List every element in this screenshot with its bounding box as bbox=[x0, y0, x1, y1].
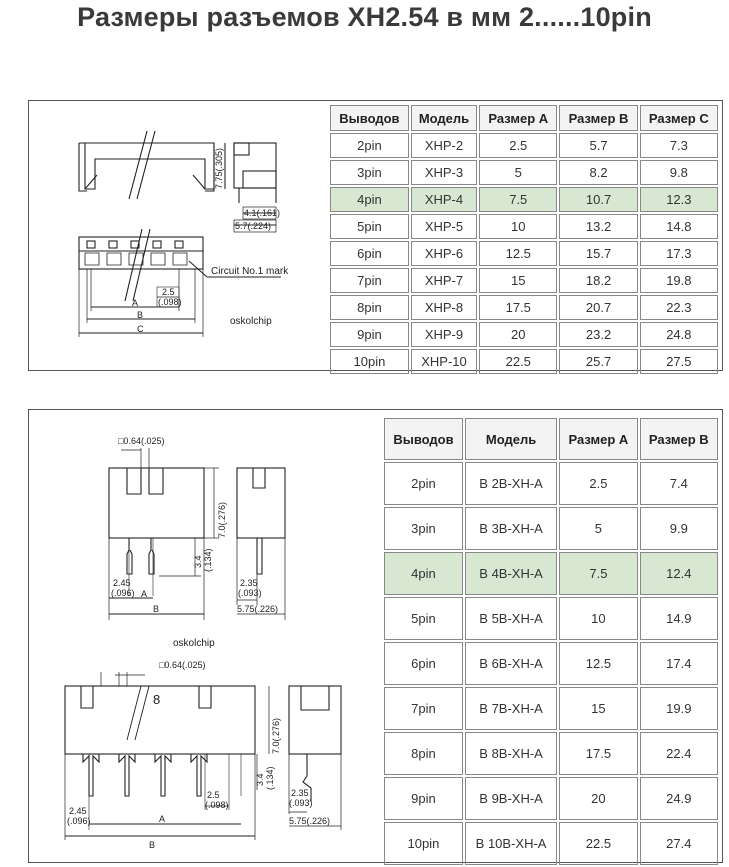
cell-size-a: 10 bbox=[479, 214, 557, 239]
cell-size-a: 20 bbox=[479, 322, 557, 347]
cell-model: B 8B-XH-A bbox=[465, 732, 557, 775]
cell-size-c: 9.8 bbox=[640, 160, 718, 185]
cell-model: B 4B-XH-A bbox=[465, 552, 557, 595]
cell-pins: 7pin bbox=[384, 687, 463, 730]
dim-a-label: A bbox=[159, 814, 166, 824]
cell-pins: 3pin bbox=[330, 160, 409, 185]
watermark: oskolchip bbox=[230, 316, 272, 327]
xhp-housing-panel bbox=[28, 100, 723, 371]
column-header-model: Модель bbox=[465, 418, 557, 460]
cell-model: B 7B-XH-A bbox=[465, 687, 557, 730]
cell-size-b: 12.4 bbox=[640, 552, 718, 595]
dim-c-label: C bbox=[137, 324, 144, 334]
cell-size-b: 7.4 bbox=[640, 462, 718, 505]
cell-size-b: 25.7 bbox=[559, 349, 637, 374]
page-title: Размеры разъемов XH2.54 в мм 2......10pin bbox=[77, 2, 652, 32]
cell-size-a: 10 bbox=[559, 597, 637, 640]
side-inch: (.093) bbox=[289, 798, 313, 808]
table-row bbox=[330, 214, 718, 239]
cell-model: XHP-3 bbox=[411, 160, 477, 185]
table-row bbox=[330, 241, 718, 266]
cell-size-a: 2.5 bbox=[479, 133, 557, 158]
cell-pins: 5pin bbox=[330, 214, 409, 239]
table-row bbox=[330, 349, 718, 374]
cell-size-c: 27.5 bbox=[640, 349, 718, 374]
depth-dim: 5.75(.226) bbox=[289, 816, 331, 826]
cell-pins: 5pin bbox=[384, 597, 463, 640]
dim-pitch-inch: (.098) bbox=[158, 297, 182, 307]
cell-size-b: 15.7 bbox=[559, 241, 637, 266]
dim-b-label: B bbox=[137, 310, 144, 320]
cell-model: B 10B-XH-A bbox=[465, 822, 557, 865]
cell-size-a: 17.5 bbox=[479, 295, 557, 320]
cell-pins: 3pin bbox=[384, 507, 463, 550]
cell-size-a: 12.5 bbox=[479, 241, 557, 266]
dim-b-label: B bbox=[149, 840, 156, 850]
cell-pins: 7pin bbox=[330, 268, 409, 293]
dim-a-label: A bbox=[132, 298, 139, 308]
pin-size-label: □0.64(.025) bbox=[118, 436, 165, 446]
cell-size-a: 12.5 bbox=[559, 642, 637, 685]
table-row bbox=[330, 322, 718, 347]
cell-pins: 6pin bbox=[330, 241, 409, 266]
pin-length-dim: 3.4 bbox=[255, 773, 265, 786]
pin-length-inch: (.134) bbox=[265, 766, 275, 790]
cell-size-c: 24.8 bbox=[640, 322, 718, 347]
cell-pins: 10pin bbox=[330, 349, 409, 374]
table-row-highlighted bbox=[330, 187, 718, 212]
cell-pins: 8pin bbox=[384, 732, 463, 775]
dim-depth-b: 5.7(.224) bbox=[235, 221, 272, 231]
cell-size-b: 18.2 bbox=[559, 268, 637, 293]
table-row-highlighted bbox=[384, 552, 718, 595]
cell-size-b: 22.4 bbox=[640, 732, 718, 775]
circuit-mark-label: Circuit No.1 mark bbox=[211, 266, 289, 277]
cell-size-a: 5 bbox=[559, 507, 637, 550]
cell-size-b: 24.9 bbox=[640, 777, 718, 820]
xh-header-panel bbox=[28, 409, 723, 863]
cell-pins: 2pin bbox=[330, 133, 409, 158]
cell-model: XHP-5 bbox=[411, 214, 477, 239]
cell-model: XHP-7 bbox=[411, 268, 477, 293]
column-header-size-a: Размер A bbox=[559, 418, 637, 460]
cell-size-b: 8.2 bbox=[559, 160, 637, 185]
side-inch: (.093) bbox=[238, 588, 262, 598]
cell-pins: 8pin bbox=[330, 295, 409, 320]
dim-b-label: B bbox=[153, 604, 160, 614]
table-row bbox=[384, 687, 718, 730]
cell-size-a: 17.5 bbox=[559, 732, 637, 775]
cell-size-b: 5.7 bbox=[559, 133, 637, 158]
cell-size-a: 20 bbox=[559, 777, 637, 820]
cell-model: B 3B-XH-A bbox=[465, 507, 557, 550]
table-row bbox=[330, 268, 718, 293]
xh-header-size-table bbox=[382, 416, 720, 867]
column-header-size-b: Размер B bbox=[559, 105, 637, 131]
xhp-housing-drawing bbox=[29, 101, 327, 370]
pin-length-dim: 3.4 bbox=[193, 555, 203, 568]
cell-model: XHP-10 bbox=[411, 349, 477, 374]
table-row bbox=[330, 133, 718, 158]
cell-size-b: 23.2 bbox=[559, 322, 637, 347]
table-header bbox=[384, 418, 718, 460]
pitch-inch: (.098) bbox=[205, 800, 229, 810]
cell-model: XHP-2 bbox=[411, 133, 477, 158]
table-header bbox=[330, 105, 718, 131]
cell-size-c: 7.3 bbox=[640, 133, 718, 158]
table-row bbox=[384, 822, 718, 865]
table-row bbox=[330, 160, 718, 185]
cell-size-c: 12.3 bbox=[640, 187, 718, 212]
cell-pins: 10pin bbox=[384, 822, 463, 865]
cell-model: XHP-6 bbox=[411, 241, 477, 266]
cell-size-a: 15 bbox=[479, 268, 557, 293]
cell-model: B 5B-XH-A bbox=[465, 597, 557, 640]
cell-size-c: 17.3 bbox=[640, 241, 718, 266]
pin-size-label: □0.64(.025) bbox=[159, 660, 206, 670]
cell-size-a: 22.5 bbox=[559, 822, 637, 865]
cell-size-b: 27.4 bbox=[640, 822, 718, 865]
height-dim: 7.0(.276) bbox=[217, 501, 227, 538]
pin-count-label: 8 bbox=[153, 692, 161, 707]
cell-size-b: 20.7 bbox=[559, 295, 637, 320]
table-row bbox=[384, 597, 718, 640]
cell-pins: 6pin bbox=[384, 642, 463, 685]
cell-size-b: 9.9 bbox=[640, 507, 718, 550]
offset-dim: 2.45 bbox=[113, 578, 131, 588]
cell-size-b: 19.9 bbox=[640, 687, 718, 730]
cell-size-a: 15 bbox=[559, 687, 637, 730]
xhp-size-table bbox=[328, 103, 720, 376]
table-row bbox=[384, 732, 718, 775]
cell-pins: 4pin bbox=[330, 187, 409, 212]
cell-size-a: 22.5 bbox=[479, 349, 557, 374]
watermark: oskolchip bbox=[173, 638, 215, 649]
table-row bbox=[384, 507, 718, 550]
cell-size-b: 13.2 bbox=[559, 214, 637, 239]
cell-size-c: 19.8 bbox=[640, 268, 718, 293]
cell-pins: 2pin bbox=[384, 462, 463, 505]
cell-size-c: 22.3 bbox=[640, 295, 718, 320]
cell-model: XHP-8 bbox=[411, 295, 477, 320]
dim-depth-a: 4.1(.161) bbox=[244, 208, 281, 218]
cell-pins: 9pin bbox=[330, 322, 409, 347]
cell-size-a: 7.5 bbox=[479, 187, 557, 212]
column-header-pins: Выводов bbox=[384, 418, 463, 460]
cell-pins: 9pin bbox=[384, 777, 463, 820]
cell-pins: 4pin bbox=[384, 552, 463, 595]
table-row bbox=[384, 642, 718, 685]
cell-size-b: 14.9 bbox=[640, 597, 718, 640]
offset-inch: (.096) bbox=[111, 588, 135, 598]
cell-size-a: 2.5 bbox=[559, 462, 637, 505]
dim-a-label: A bbox=[141, 589, 148, 599]
cell-model: XHP-9 bbox=[411, 322, 477, 347]
column-header-size-c: Размер C bbox=[640, 105, 718, 131]
column-header-model: Модель bbox=[411, 105, 477, 131]
cell-size-a: 7.5 bbox=[559, 552, 637, 595]
side-dim: 2.35 bbox=[291, 788, 309, 798]
cell-size-b: 10.7 bbox=[559, 187, 637, 212]
column-header-pins: Выводов bbox=[330, 105, 409, 131]
column-header-size-b: Размер B bbox=[640, 418, 718, 460]
pin-length-inch: (.134) bbox=[203, 548, 213, 572]
offset-inch: (.096) bbox=[67, 816, 91, 826]
cell-size-a: 5 bbox=[479, 160, 557, 185]
xh-header-drawing bbox=[29, 410, 381, 862]
depth-dim: 5.75(.226) bbox=[237, 604, 279, 614]
height-dim: 7.0(.276) bbox=[271, 717, 281, 754]
dim-height: 7.75(.305) bbox=[214, 147, 224, 189]
side-dim: 2.35 bbox=[240, 578, 258, 588]
column-header-size-a: Размер A bbox=[479, 105, 557, 131]
dim-pitch: 2.5 bbox=[162, 287, 175, 297]
table-row bbox=[330, 295, 718, 320]
cell-model: B 2B-XH-A bbox=[465, 462, 557, 505]
offset-dim: 2.45 bbox=[69, 806, 87, 816]
cell-size-b: 17.4 bbox=[640, 642, 718, 685]
table-row bbox=[384, 777, 718, 820]
cell-model: B 6B-XH-A bbox=[465, 642, 557, 685]
table-row bbox=[384, 462, 718, 505]
pitch-dim: 2.5 bbox=[207, 790, 220, 800]
cell-model: XHP-4 bbox=[411, 187, 477, 212]
cell-model: B 9B-XH-A bbox=[465, 777, 557, 820]
cell-size-c: 14.8 bbox=[640, 214, 718, 239]
